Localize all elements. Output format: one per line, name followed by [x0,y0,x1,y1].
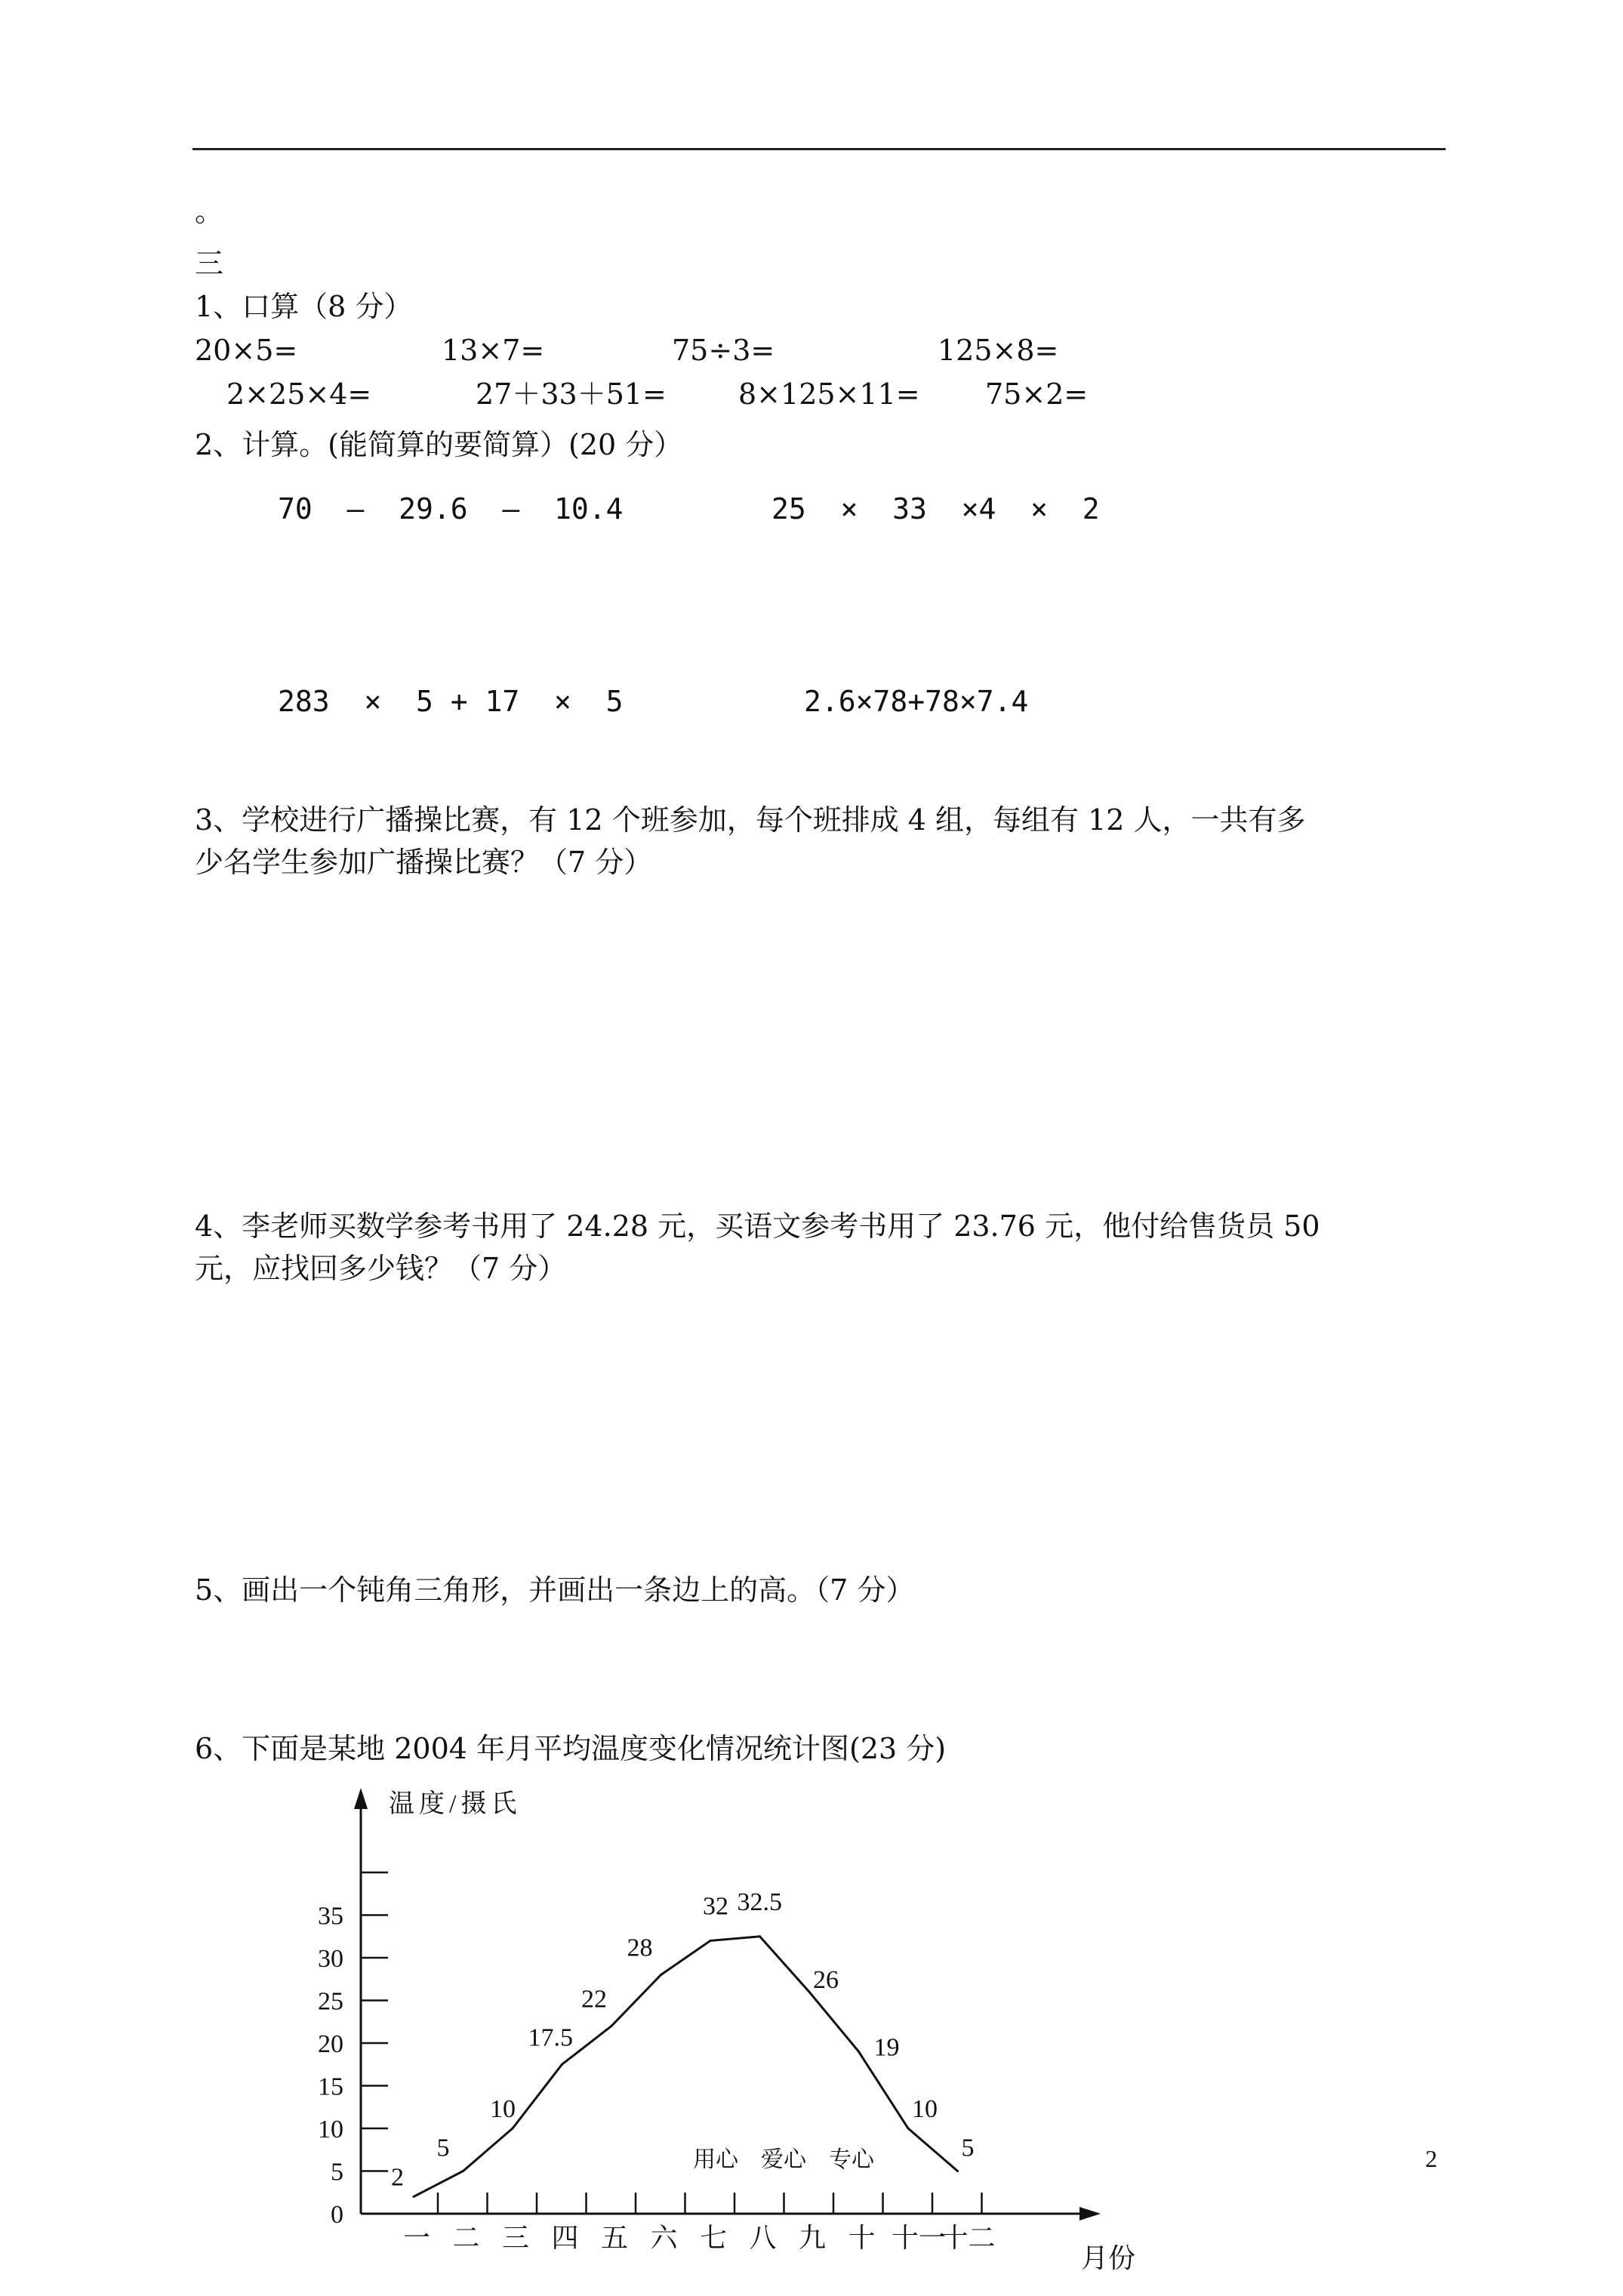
series-line [414,1937,958,2197]
oral-item: 125×8= [938,334,1059,367]
data-label: 32 [703,1892,728,1921]
oral-item: 20×5= [195,334,298,367]
x-tick-label: 一 [403,2223,431,2253]
data-label: 10 [912,2095,938,2123]
data-point [759,1935,761,1937]
data-label: 26 [813,1966,839,1995]
y-tick-label: 0 [331,2201,343,2229]
x-tick-label: 六 [650,2223,678,2253]
calc-expression: 283 × 5 + 17 × 5 [278,685,624,718]
x-tick-label: 五 [601,2223,629,2253]
q5-text: 5、画出一个钝角三角形，并画出一条边上的高。（7 分） [195,1573,915,1607]
data-label: 32.5 [737,1888,782,1916]
x-tick-label: 三 [502,2223,530,2253]
data-point [660,1974,662,1976]
y-axis-arrowhead [354,1788,368,1809]
oral-item: 8×125×11= [738,378,920,411]
y-tick-label: 10 [318,2116,343,2143]
y-tick-label: 15 [318,2073,343,2101]
x-tick-label: 四 [551,2223,579,2253]
y-tick-label: 5 [331,2158,343,2187]
data-point [512,2128,514,2130]
calc-expression: 25 × 33 ×4 × 2 [771,492,1100,525]
q4-line1: 4、李老师买数学参考书用了 24.28 元，买语文参考书用了 23.76 元，他付给售货员 50 [195,1210,1320,1243]
x-tick-label: 十 [848,2223,876,2253]
q4-line2: 元，应找回多少钱？（7 分） [195,1252,567,1285]
oral-item: 75÷3= [672,334,775,367]
oral-item: 2×25×4= [226,378,372,411]
point-labels [391,1888,975,2192]
footer-note: 用心 爱心 专心 [693,2147,874,2172]
data-label: 19 [873,2033,900,2062]
data-point [561,2063,563,2066]
oral-item: 13×7= [442,334,545,367]
data-point [956,2170,959,2172]
q3-line1: 3、学校进行广播操比赛，有 12 个班参加，每个班排成 4 组，每组有 12 人，一共有多 [195,803,1306,837]
x-tick-label: 十一 [892,2223,947,2253]
data-point [858,2051,860,2053]
x-tick-label: 二 [452,2223,480,2253]
q1-title: 1、口算（8 分） [195,290,413,323]
series-group [413,1935,959,2198]
x-tick-label: 七 [700,2223,728,2253]
section-label: 三 [195,247,224,280]
q3-line2: 少名学生参加广播操比赛？（7 分） [195,846,653,879]
x-axis-categories [403,2193,996,2253]
calc-expression: 2.6×78+78×7.4 [804,685,1029,718]
data-label: 2 [391,2163,404,2192]
x-tick-label: 九 [799,2223,827,2253]
q2-title: 2、计算。(能简算的要简算）(20 分） [195,428,683,461]
y-tick-label: 25 [318,1987,343,2016]
y-axis-label: 温度/摄氏 [389,1790,522,1818]
x-tick-label: 十二 [941,2223,996,2253]
x-tick-label: 八 [749,2223,777,2253]
data-point [611,2025,613,2027]
data-label: 17.5 [528,2023,573,2052]
y-axis-ticks [318,1872,388,2229]
y-tick-label: 30 [318,1945,343,1973]
calc-expression: 70 – 29.6 – 10.4 [278,492,624,525]
data-point [907,2128,910,2130]
oral-item: 75×2= [985,378,1089,411]
x-axis-label: 月份 [1081,2243,1136,2273]
data-label: 5 [436,2134,450,2162]
page-number: 2 [1425,2145,1437,2172]
data-label: 10 [490,2095,516,2123]
oral-item: 27＋33＋51= [476,378,667,411]
y-tick-label: 20 [318,2030,343,2058]
data-label: 22 [581,1985,607,2014]
data-point [808,1991,811,1993]
y-tick-label: 35 [318,1902,343,1931]
data-point [710,1940,712,1942]
data-point [413,2196,415,2198]
data-label: 5 [961,2134,975,2162]
data-point [462,2170,464,2172]
q6-title: 6、下面是某地 2004 年月平均温度变化情况统计图(23 分) [195,1732,947,1765]
data-label: 28 [627,1934,653,1962]
x-axis-arrowhead [1079,2207,1101,2220]
header-mark: 。 [195,195,224,228]
